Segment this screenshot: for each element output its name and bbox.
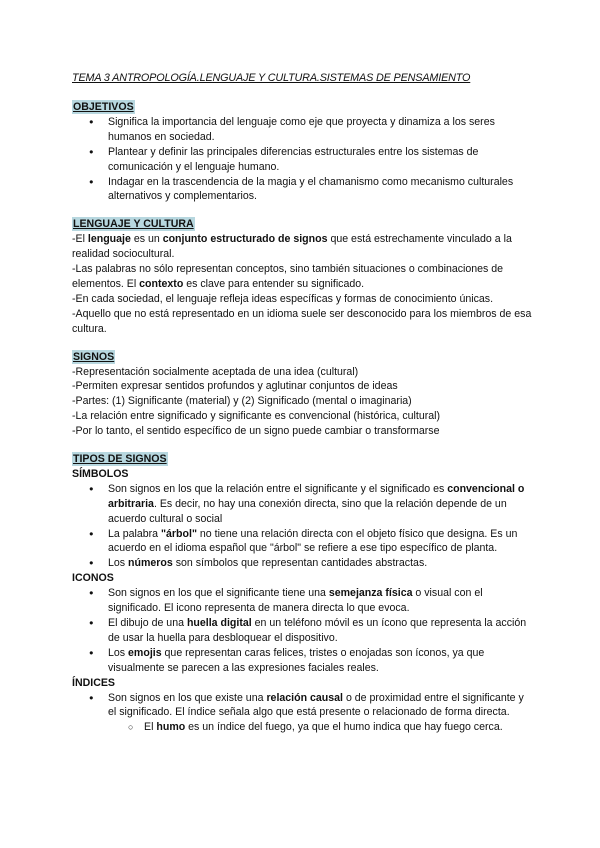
paragraph: -El lenguaje es un conjunto estructurado de signos que está estrechamente vinculado a la realidad sociocultural.: [72, 233, 512, 261]
list-item: ● Son signos en los que la relación entre el significante y el significado es convencional o arbitraria. Es decir, no hay una conexión directa, sino que la relación depende de un acuerdo cultural o social: [72, 482, 532, 527]
list-item: ● Los números son símbolos que representan cantidades abstractas.: [72, 556, 532, 571]
list-item: ● Los emojis que representan caras felices, tristes o enojadas son íconos, ya que visualmente se parecen a las expresiones faciales reales.: [72, 646, 532, 676]
paragraph: -Permiten expresar sentidos profundos y aglutinar conjuntos de ideas: [72, 380, 398, 393]
list-item: ● El dibujo de una huella digital en un teléfono móvil es un ícono que representa la acción de usar la huella para desbloquear el dispositivo.: [72, 616, 532, 646]
section-heading: TIPOS DE SIGNOS: [73, 453, 167, 466]
list-item: ● La palabra "árbol" no tiene una relación directa con el objeto físico que designa. Es un acuerdo en el idioma español que "árbol" se refiere a ese tipo específico de planta.: [72, 527, 532, 557]
paragraph: -Aquello que no está representado en un idioma suele ser desconocido para los miembros de esa cultura.: [72, 307, 532, 335]
paragraph: -La relación entre significado y significante es convencional (histórica, cultural): [72, 410, 441, 423]
list-item: ● Indagar en la trascendencia de la magia y el chamanismo como mecanismo culturales alternativos y complementarios.: [72, 175, 532, 205]
section-objetivos: [72, 100, 532, 204]
subsection-heading: ICONOS: [72, 572, 114, 585]
list-item: ● Son signos en los que el significante tiene una semejanza física o visual con el significado. El icono representa de manera directa lo que evoca.: [72, 586, 532, 616]
section-heading: OBJETIVOS: [73, 101, 134, 113]
paragraph: -Representación socialmente aceptada de una idea (cultural): [72, 365, 359, 378]
list-item: ● Son signos en los que existe una relación causal o de proximidad entre el significante y el significado. El índice señala algo que está presente o relacionado de forma directa.: [72, 691, 532, 721]
paragraph: -En cada sociedad, el lenguaje refleja ideas específicas y formas de conocimiento únicas.: [72, 292, 494, 305]
paragraph: -Las palabras no sólo representan conceptos, sino también situaciones o combinaciones de elementos. El contexto es clave para entender su significado.: [72, 263, 504, 290]
section-tipos: [72, 452, 532, 735]
section-heading: LENGUAJE Y CULTURA: [73, 218, 194, 231]
paragraph: -Partes: (1) Significante (material) y (2) Significado (mental o imaginaria): [72, 395, 412, 408]
section-signos: [72, 350, 532, 439]
page-title: TEMA 3 ANTROPOLOGÍA.LENGUAJE Y CULTURA.SISTEMAS DE PENSAMIENTO: [72, 72, 471, 84]
section-heading: SIGNOS: [73, 350, 115, 363]
list-item: ● Plantear y definir las principales diferencias estructurales entre los sistemas de comunicación y el lenguaje humano.: [72, 145, 532, 175]
section-lenguaje: [72, 217, 532, 336]
paragraph: -Por lo tanto, el sentido específico de un signo puede cambiar o transformarse: [72, 425, 440, 438]
list-item: ● Significa la importancia del lenguaje como eje que proyecta y dinamiza a los seres humanos en sociedad.: [72, 115, 532, 145]
nested-list-item: ○ El humo es un índice del fuego, ya que el humo indica que hay fuego cerca.: [72, 720, 532, 735]
subsection-heading: ÍNDICES: [72, 676, 115, 689]
subsection-heading: SÍMBOLOS: [72, 467, 129, 480]
document-body: [72, 100, 532, 735]
